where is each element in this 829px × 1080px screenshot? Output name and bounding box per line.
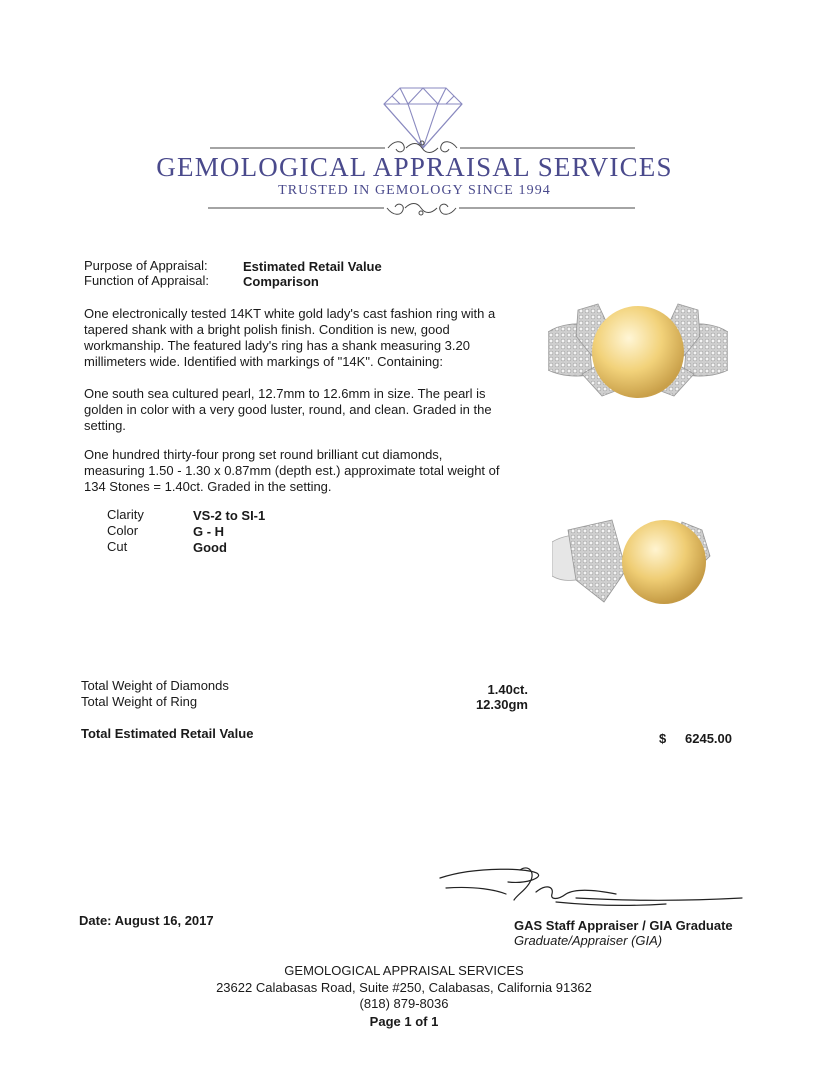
grading-label: Color <box>107 523 139 538</box>
purpose-label: Purpose of Appraisal: <box>84 258 208 273</box>
footer-address: 23622 Calabasas Road, Suite #250, Calabasas, California 91362 <box>216 980 592 995</box>
pearl-description: One south sea cultured pearl, 12.7mm to 12.6mm in size. The pearl is golden in color with a very good luster, round, and clean. Graded in the setting. <box>84 386 492 433</box>
grading-value: G - H <box>193 524 225 539</box>
appraiser-signature <box>436 860 744 910</box>
ring-description: One electronically tested 14KT white gold lady's cast fashion ring with a tapered shank with a bright polish finish. Condition is new, good workmanship. The featured lady's ring has a shank measuring 3.20 millimeters wide. Identified with markings of "14K". Containing: <box>84 306 496 369</box>
signer-subtitle: Graduate/Appraiser (GIA) <box>514 933 663 948</box>
total-ring-weight-label: Total Weight of Ring <box>81 694 198 709</box>
page-number: Page 1 of 1 <box>369 1014 439 1029</box>
grading-value: VS-2 to SI-1 <box>193 508 266 523</box>
currency-symbol: $ <box>659 731 667 746</box>
total-retail-value-label: Total Estimated Retail Value <box>81 726 254 741</box>
diamond-description: One hundred thirty-four prong set round brilliant cut diamonds, measuring 1.50 - 1.30 x 0.87mm (depth est.) approximate total weight of 134 Stones = 1.40ct. Graded in the setting. <box>84 447 500 494</box>
function-value: Comparison <box>243 274 319 289</box>
total-ring-weight-value: 12.30gm <box>475 697 528 712</box>
grading-label: Clarity <box>107 507 144 522</box>
company-tagline: TRUSTED IN GEMOLOGY SINCE 1994 <box>278 183 551 198</box>
purpose-value: Estimated Retail Value <box>243 259 382 274</box>
footer-phone: (818) 879-8036 <box>359 996 449 1011</box>
footer-company: GEMOLOGICAL APPRAISAL SERVICES <box>284 963 524 978</box>
grading-value: Good <box>193 540 227 555</box>
function-label: Function of Appraisal: <box>84 273 210 288</box>
appraisal-date: Date: August 16, 2017 <box>79 913 214 928</box>
signer-title: GAS Staff Appraiser / GIA Graduate <box>514 918 733 933</box>
grading-label: Cut <box>107 539 128 554</box>
total-retail-value: 6245.00 <box>685 731 732 746</box>
total-diamond-weight-label: Total Weight of Diamonds <box>81 678 229 693</box>
total-diamond-weight-value: 1.40ct. <box>487 682 528 697</box>
bottom-flourish-icon <box>208 199 635 219</box>
ring-photo-front <box>548 296 728 418</box>
company-name-logo: GEMOLOGICAL APPRAISAL SERVICES <box>156 152 673 182</box>
ring-photo-angle <box>552 510 722 614</box>
